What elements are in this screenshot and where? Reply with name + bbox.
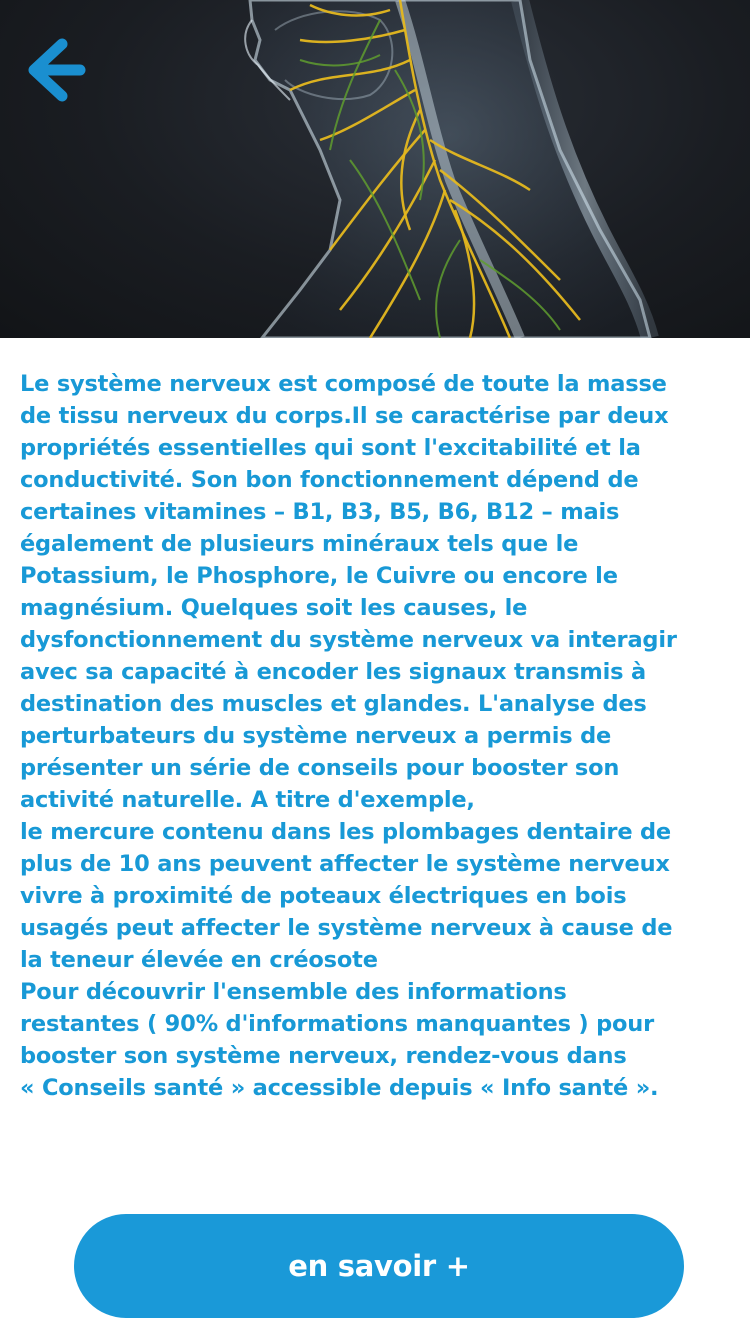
article-line: activité naturelle. A titre d'exemple,	[20, 787, 475, 813]
article-line: Potassium, le Phosphore, le Cuivre ou encore le	[20, 563, 618, 589]
article-line: vivre à proximité de poteaux électriques en bois	[20, 883, 627, 909]
article-line: Le système nerveux est composé de toute la masse	[20, 371, 667, 397]
back-button[interactable]	[22, 34, 94, 106]
article-line: « Conseils santé » accessible depuis « Info santé ».	[20, 1075, 659, 1101]
article-line: la teneur élevée en créosote	[20, 947, 378, 973]
learn-more-button[interactable]	[74, 1214, 684, 1318]
article-line: présenter un série de conseils pour booster son	[20, 755, 620, 781]
article-line: usagés peut affecter le système nerveux à cause de	[20, 915, 673, 941]
article-line: booster son système nerveux, rendez-vous dans	[20, 1043, 627, 1069]
article-text	[20, 368, 732, 1104]
article-line: le mercure contenu dans les plombages dentaire de	[20, 819, 671, 845]
article-line: conductivité. Son bon fonctionnement dépend de	[20, 467, 639, 493]
article-line: dysfonctionnement du système nerveux va interagir	[20, 627, 677, 653]
article-line: certaines vitamines – B1, B3, B5, B6, B12 – mais	[20, 499, 620, 525]
article-line: destination des muscles et glandes. L'analyse des	[20, 691, 647, 717]
hero-image	[0, 0, 750, 338]
article-line: de tissu nerveux du corps.Il se caractérise par deux	[20, 403, 669, 429]
article-line: restantes ( 90% d'informations manquantes ) pour	[20, 1011, 655, 1037]
article-line: magnésium. Quelques soit les causes, le	[20, 595, 528, 621]
article-line: Pour découvrir l'ensemble des informations	[20, 979, 567, 1005]
arrow-left-icon	[22, 34, 94, 106]
article-line: perturbateurs du système nerveux a permis de	[20, 723, 612, 749]
article-line: plus de 10 ans peuvent affecter le système nerveux	[20, 851, 670, 877]
learn-more-label: en savoir +	[288, 1249, 470, 1283]
article-line: également de plusieurs minéraux tels que le	[20, 531, 579, 557]
nervous-system-illustration	[0, 0, 750, 338]
article-line: propriétés essentielles qui sont l'excitabilité et la	[20, 435, 641, 461]
article-line: avec sa capacité à encoder les signaux transmis à	[20, 659, 646, 685]
